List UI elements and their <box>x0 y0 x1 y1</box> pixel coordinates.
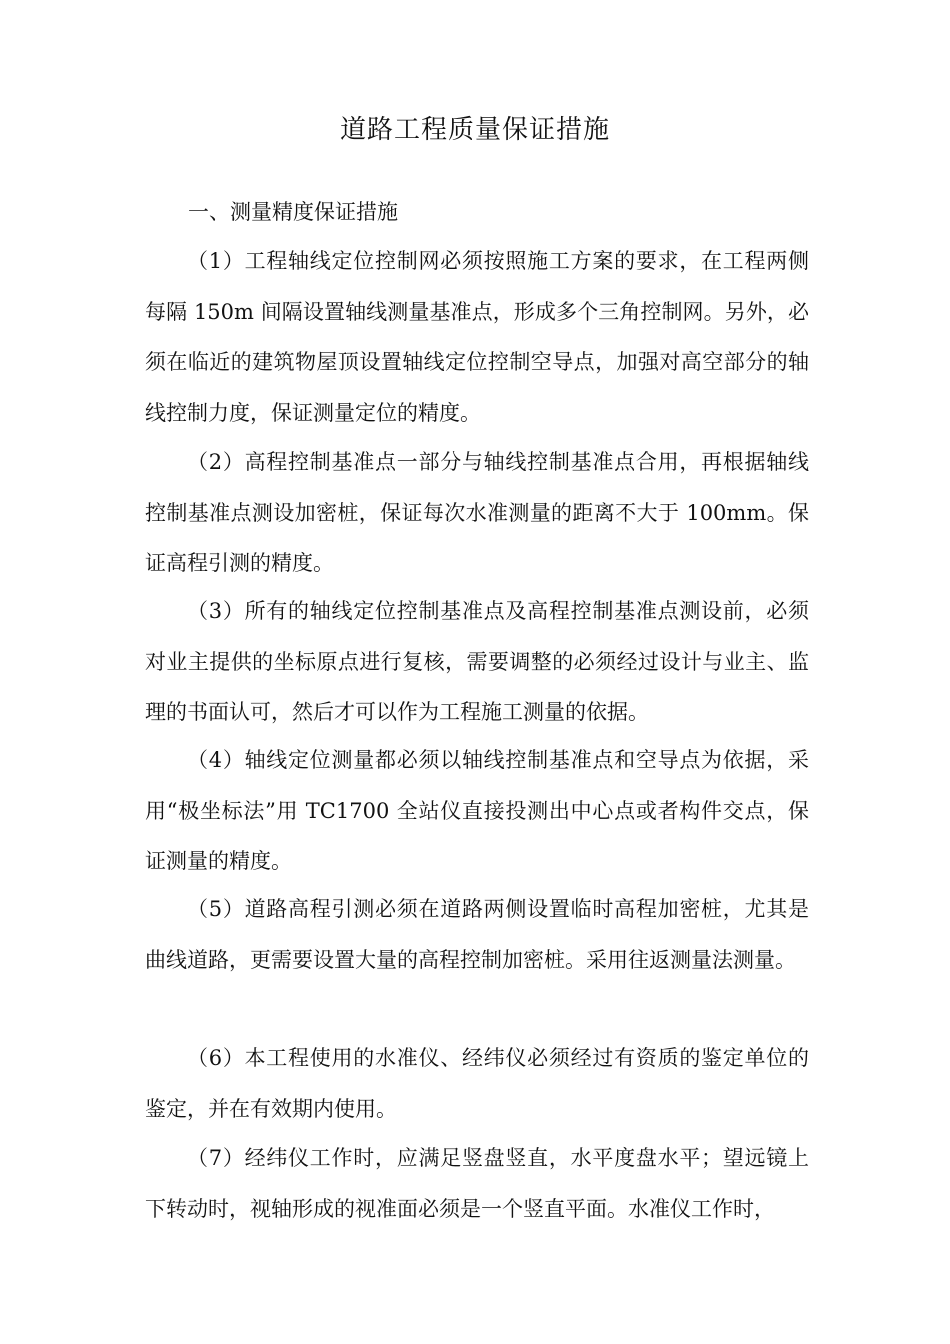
document-title: 道路工程质量保证措施 <box>339 115 610 145</box>
paragraph-4: （4）轴线定位测量都必须以轴线控制基准点和空导点为依据，采用“极坐标法”用 TC1700 全站仪直接投测出中心点或者构件交点，保证测量的精度。 <box>145 748 809 873</box>
paragraph-3: （3）所有的轴线定位控制基准点及高程控制基准点测设前，必须对业主提供的坐标原点进行复核，需要调整的必须经过设计与业主、监理的书面认可，然后才可以作为工程施工测量的依据。 <box>145 599 809 724</box>
paragraph-7: （7）经纬仪工作时，应满足竖盘竖直，水平度盘水平；望远镜上下转动时，视轴形成的视准面必须是一个竖直平面。水准仪工作时， <box>145 1146 809 1221</box>
paragraph-2: （2）高程控制基准点一部分与轴线控制基准点合用，再根据轴线控制基准点测设加密桩，保证每次水准测量的距离不大于 100mm。保证高程引测的精度。 <box>145 450 809 575</box>
paragraph-6: （6）本工程使用的水准仪、经纬仪必须经过有资质的鉴定单位的鉴定，并在有效期内使用。 <box>145 1046 809 1121</box>
paragraph-1: （1）工程轴线定位控制网必须按照施工方案的要求，在工程两侧每隔 150m 间隔设置轴线测量基准点，形成多个三角控制网。另外，必须在临近的建筑物屋顶设置轴线定位控制空导点，加强对高空部分的轴线控制力度，保证测量定位的精度。 <box>145 249 809 425</box>
paragraph-5: （5）道路高程引测必须在道路两侧设置临时高程加密桩，尤其是曲线道路，更需要设置大量的高程控制加密桩。采用往返测量法测量。 <box>145 897 809 972</box>
section-heading: 一、测量精度保证措施 <box>188 200 398 224</box>
